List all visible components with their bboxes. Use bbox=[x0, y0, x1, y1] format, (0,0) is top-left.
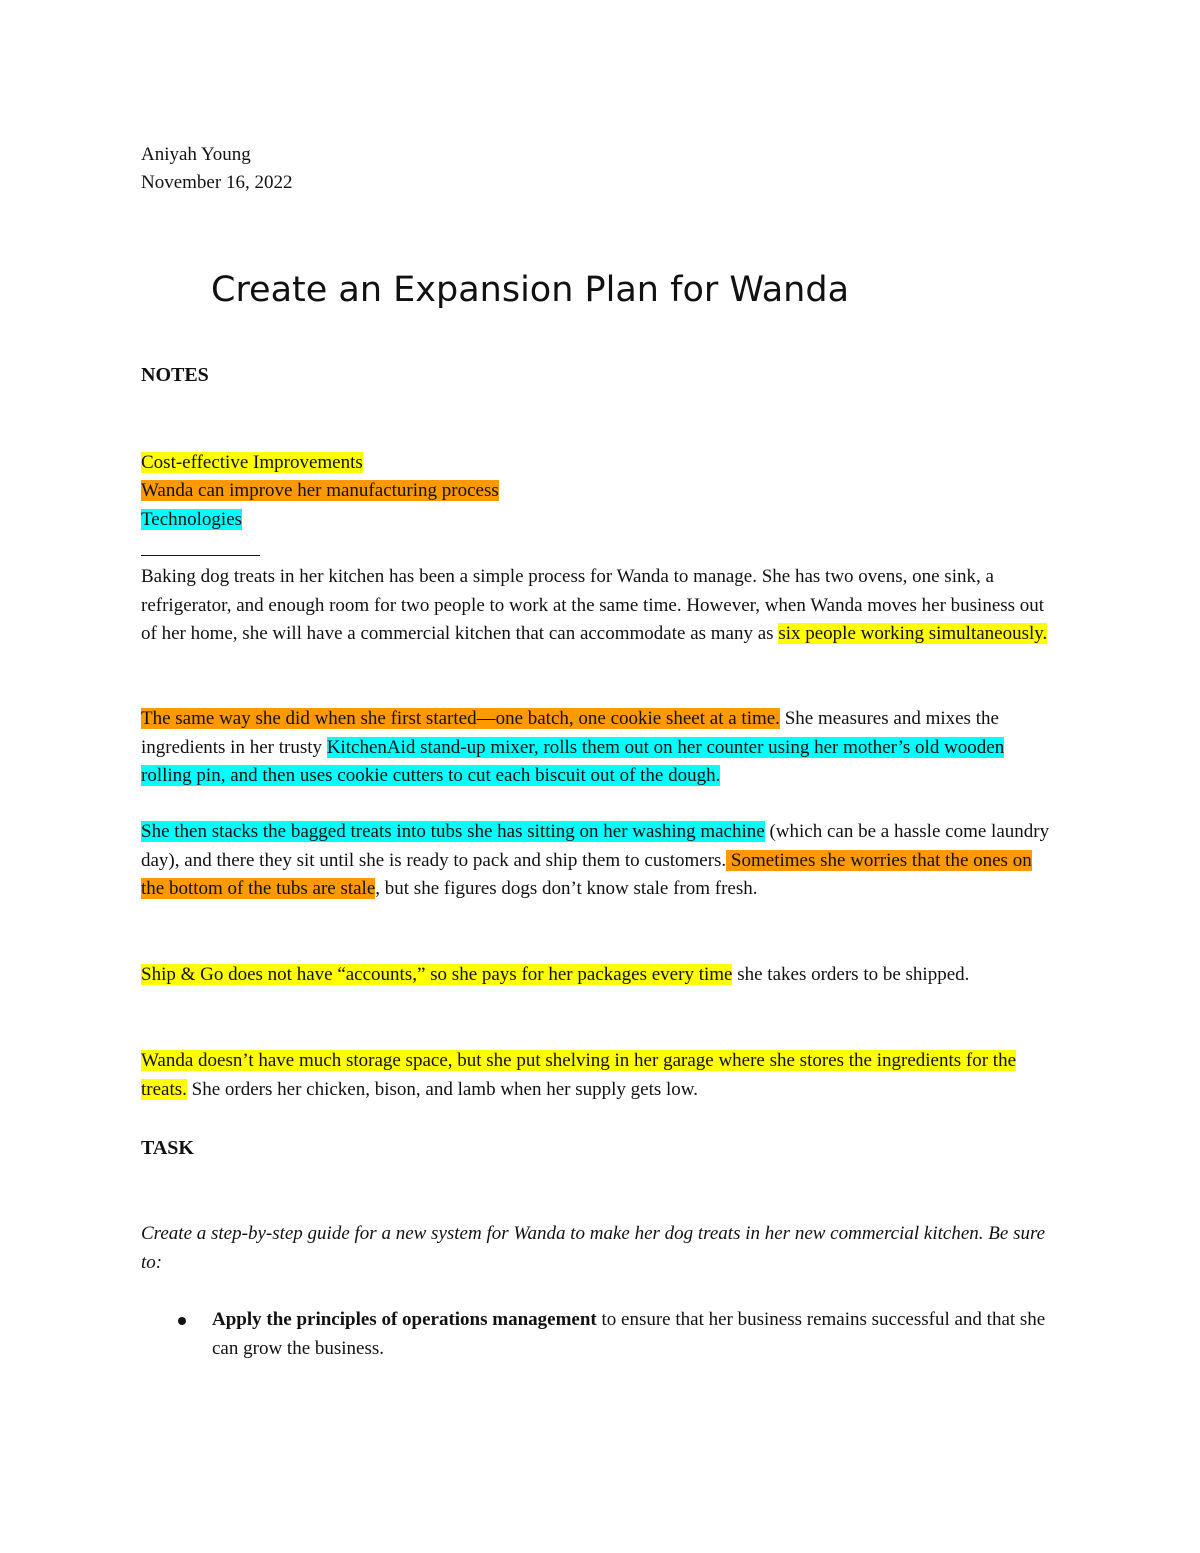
highlighted-segment: The same way she did when she first started—one batch, one cookie sheet at a time. bbox=[141, 708, 780, 729]
legend-item-manufacturing bbox=[141, 477, 499, 505]
notes-paragraph bbox=[141, 1047, 1053, 1104]
list-item bbox=[141, 1306, 1053, 1363]
text-segment: Baking dog treats in her kitchen has been a simple process for Wanda to manage. She has two ovens, one sink, a refrigerator, and enough room for two people to work at the same time. However, when Wanda moves her business out of her home, she will have a commercial kitchen that can accommodate as many as bbox=[141, 566, 1045, 645]
document-date: November 16, 2022 bbox=[141, 172, 293, 193]
highlighted-segment: KitchenAid stand-up mixer, rolls them out on her counter using her mother’s old wooden rolling pin, and then uses cookie cutters to cut each biscuit out of the dough. bbox=[141, 736, 1005, 787]
notes-paragraph bbox=[141, 563, 1053, 649]
author-name: Aniyah Young bbox=[141, 144, 251, 165]
bullet-bold-text: Apply the principles of operations management bbox=[212, 1309, 597, 1330]
text-segment: (which can be a hassle come laundry day), and there they sit until she is ready to pack and ship them to customers. bbox=[141, 821, 1050, 871]
notes-paragraph bbox=[141, 705, 1053, 791]
legend-item-cost-effective bbox=[141, 449, 499, 477]
task-bullet-list bbox=[141, 1306, 1053, 1363]
notes-paragraph bbox=[141, 961, 1053, 990]
bullet-text: to ensure that her business remains successful and that she can grow the business. bbox=[212, 1309, 1046, 1359]
legend-item-technologies bbox=[141, 506, 499, 534]
notes-paragraph bbox=[141, 818, 1053, 904]
legend-label: Technologies bbox=[141, 508, 243, 530]
color-legend bbox=[141, 449, 499, 534]
highlighted-segment: six people working simultaneously. bbox=[778, 623, 1048, 645]
document-title: Create an Expansion Plan for Wanda bbox=[211, 270, 850, 310]
legend-label: Cost-effective Improvements bbox=[141, 452, 363, 473]
legend-label: Wanda can improve her manufacturing process bbox=[141, 480, 499, 502]
text-segment: she takes orders to be shipped. bbox=[732, 964, 970, 985]
task-intro: Create a step-by-step guide for a new system for Wanda to make her dog treats in her new commercial kitchen. Be sure to: bbox=[141, 1223, 1046, 1273]
highlighted-segment: Sometimes she worries that the ones on the bottom of the tubs are stale bbox=[141, 849, 1032, 900]
highlighted-segment: Wanda doesn’t have much storage space, but she put shelving in her garage where she stores the ingredients for the treats. bbox=[141, 1050, 1017, 1100]
notes-heading: NOTES bbox=[141, 364, 209, 386]
text-segment: She measures and mixes the ingredients in her trusty bbox=[141, 708, 999, 758]
highlighted-segment: She then stacks the bagged treats into tubs she has sitting on her washing machine bbox=[141, 821, 765, 842]
bullet-icon bbox=[178, 1317, 186, 1325]
divider-line bbox=[141, 555, 260, 556]
task-heading: TASK bbox=[141, 1137, 194, 1159]
highlighted-segment: Ship & Go does not have “accounts,” so she pays for her packages every time bbox=[141, 964, 733, 985]
text-segment: , but she figures dogs don’t know stale from fresh. bbox=[375, 878, 758, 900]
text-segment: She orders her chicken, bison, and lamb when her supply gets low. bbox=[186, 1078, 699, 1100]
